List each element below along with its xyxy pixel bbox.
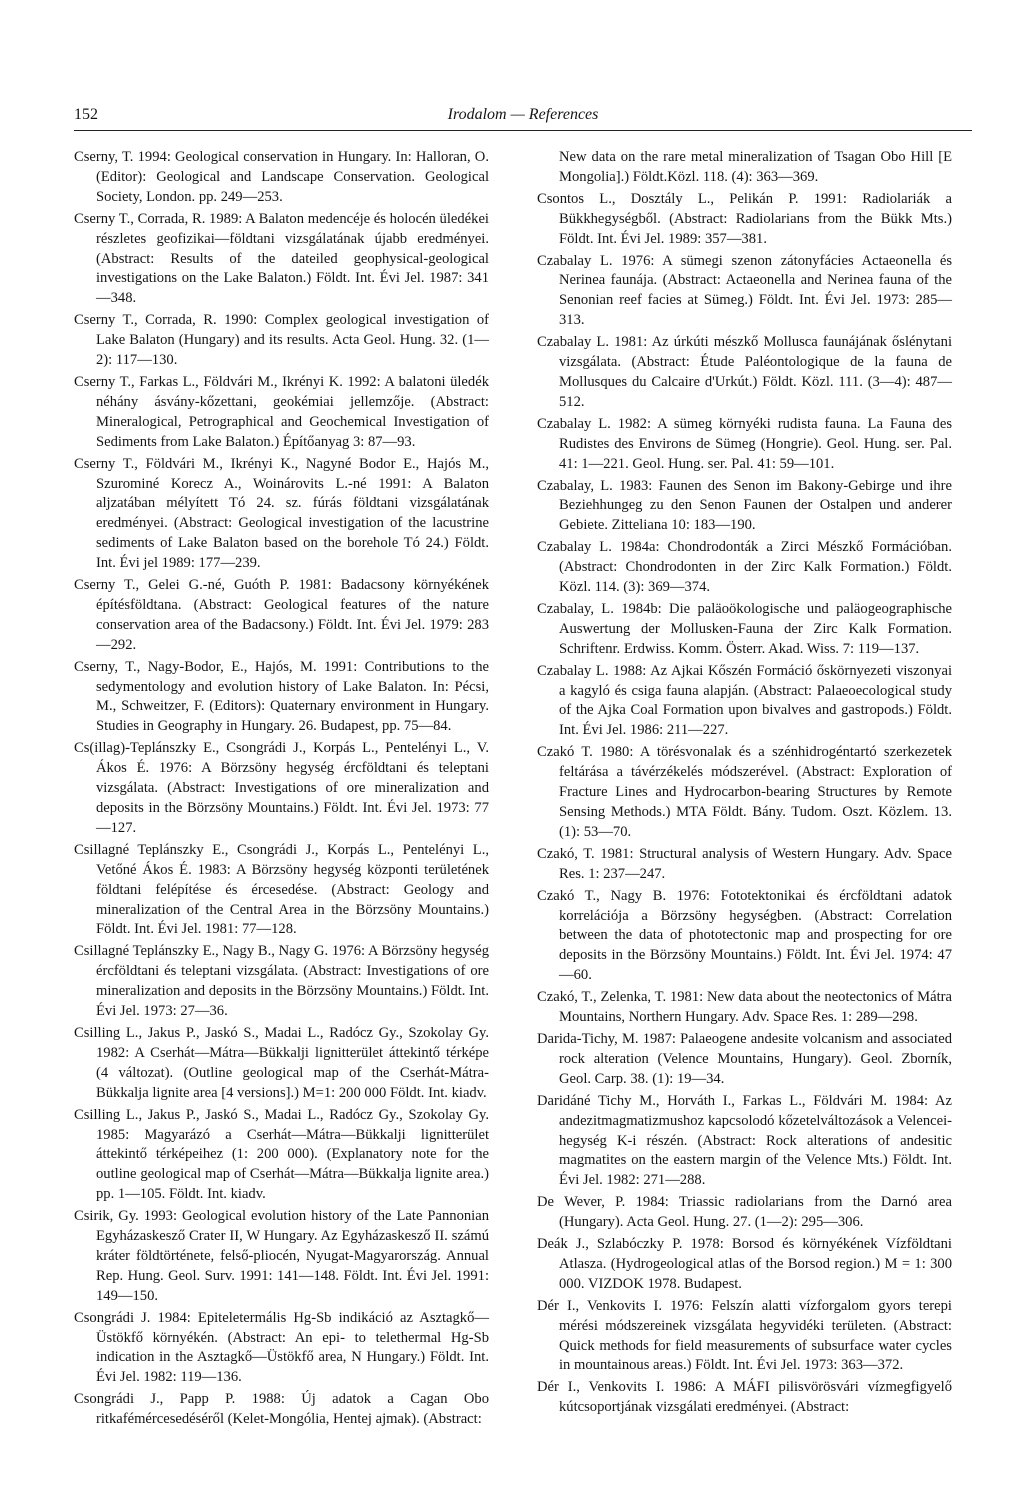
reference-entry: Czakó T., Nagy B. 1976: Fototektonikai és ércföldtani adatok korrelációja a Börzsöny hegységben. (Abstract: Correlation between the data of phototectonic map and prospecting for ore deposits in the Börzsöny Mountains.) Földt. Int. Évi Jel. 1974: 47—60. (537, 887, 952, 984)
page-number: 152 (74, 106, 98, 123)
running-title: Irodalom — References (447, 106, 599, 123)
reference-entry: Czabalay L. 1984a: Chondrodonták a Zirci Mészkő Formációban. (Abstract: Chondrodonten in der Zirc Kalk Formation.) Földt. Közl. 114. (3): 369—374. (537, 539, 952, 596)
reference-entry: Csilling L., Jakus P., Jaskó S., Madai L., Radócz Gy., Szokolay Gy. 1985: Magyarázó a Cserhát—Mátra—Bükkalji lignitterület áttekintő térképeihez (1: 200 000). (Explanatory note for the outline geological map of Cserhát—Mátra—Bükkalja lignite area.) pp. 1—105. Földt. Int. kiadv. (74, 1106, 489, 1203)
reference-entry: Cserny T., Farkas L., Földvári M., Ikrényi K. 1992: A balatoni üledék néhány ásvány-kőzettani, geokémiai jellemzője. (Abstract: Mineralogical, Petrographical and Geochemical Investigation of Sediments from Lake Balaton.) Építőanyag 3: 87—93. (74, 373, 489, 450)
reference-column-left (74, 148, 489, 1432)
reference-entry: Czabalay L. 1982: A sümeg környéki rudista fauna. La Fauna des Rudistes des Environs de Sümeg (Hongrie). Geol. Hung. ser. Pal. 41: 1—221. Geol. Hung. ser. Pal. 41: 59—101. (537, 415, 952, 472)
reference-entry: Darida-Tichy, M. 1987: Palaeogene andesite volcanism and associated rock alteration (Velence Mountains, Hungary). Geol. Zborník, Geol. Carp. 38. (1): 19—34. (537, 1030, 952, 1087)
reference-entry: Dér I., Venkovits I. 1976: Felszín alatti vízforgalom gyors terepi mérési módszereinek vizsgálata hegyvidéki területen. (Abstract: Quick methods for field measurements of subsurface water cycles in mountainous areas.) Földt. Int. Évi Jel. 1973: 363—372. (537, 1297, 952, 1374)
reference-entry: Cserny T., Corrada, R. 1990: Complex geological investigation of Lake Balaton (Hungary) and its results. Acta Geol. Hung. 32. (1—2): 117—130. (74, 312, 489, 369)
reference-entry: Czakó, T. 1981: Structural analysis of Western Hungary. Adv. Space Res. 1: 237—247. (537, 845, 952, 882)
reference-entry: Cserny T., Gelei G.-né, Guóth P. 1981: Badacsony környékének építésföldtana. (Abstract: Geological features of the nature conservation area of the Badacsony.) Földt. Int. Évi Jel. 1979: 283—292. (74, 577, 489, 653)
reference-entry: Czakó, T., Zelenka, T. 1981: New data about the neotectonics of Mátra Mountains, Northern Hungary. Adv. Space Res. 1: 289—298. (537, 989, 952, 1026)
reference-entry: Daridáné Tichy M., Horváth I., Farkas L., Földvári M. 1984: Az andezitmagmatizmushoz kapcsolodó kőzetelváltozások a Velencei-hegység K-i részén. (Abstract: Rock alterations of andesitic magmatites on the eastern margin of the Velence Mts.) Földt. Int. Évi Jel. 1982: 271—288. (537, 1092, 952, 1189)
reference-column-right (537, 148, 952, 1420)
reference-entry: Czabalay L. 1976: A sümegi szenon zátonyfácies Actaeonella és Nerinea faunája. (Abstract: Actaeonella and Nerinea fauna of the Senonian reef facies at Sümeg.) Földt. Int. Évi Jel. 1973: 285—313. (537, 252, 952, 329)
reference-entry: Czabalay L. 1981: Az úrkúti mészkő Mollusca faunájának őslénytani vizsgálata. (Abstract: Étude Paléontologique de la fauna de Mollusques du Calcaire d'Urkút.) Földt. Közl. 111. (3—4): 487—512. (537, 334, 952, 410)
reference-entry-continued: New data on the rare metal mineralization of Tsagan Obo Hill [E Mongolia].) Földt.Közl. 118. (4): 363—369. (559, 149, 952, 185)
reference-entry: Cserny T., Földvári M., Ikrényi K., Nagyné Bodor E., Hajós M., Szurominé Korecz A., Woinárovits L.-né 1991: A Balaton aljzatában mélyített Tó 24. sz. fúrás földtani vizsgálatának eredményei. (Abstract: Geological investigation of the lacustrine sediments of Lake Balaton based on the borehole Tó 24.) Földt. Int. Évi jel 1989: 177—239. (74, 455, 489, 572)
reference-entry: Csilling L., Jakus P., Jaskó S., Madai L., Radócz Gy., Szokolay Gy. 1982: A Cserhát—Mátra—Bükkalji lignitterület áttekintő térképe (4 változat). (Outline geological map of the Cserhát-Mátra-Bükkalja lignite area [4 versions].) M=1: 200 000 Földt. Int. kiadv. (74, 1024, 489, 1101)
reference-entry: Csongrádi J., Papp P. 1988: Új adatok a Cagan Obo ritkafémércesedéséről (Kelet-Mongólia, Hentej ajmak). (Abstract: (74, 1391, 489, 1428)
reference-entry: Czabalay L. 1988: Az Ajkai Kőszén Formáció őskörnyezeti viszonyai a kagyló és csiga fauna alapján. (Abstract: Palaeoecological study of the Ajka Coal Formation upon bivalves and gastropods.) Földt. Int. Évi Jel. 1986: 211—227. (537, 662, 952, 739)
reference-entry: Csongrádi J. 1984: Epiteletermális Hg-Sb indikáció az Asztagkő—Üstökfő környékén. (Abstract: An epi- to telethermal Hg-Sb indication in the Asztagkő—Üstökfő area, N Hungary.) Földt. Int. Évi Jel. 1982: 119—136. (74, 1309, 489, 1386)
reference-entry: Czabalay, L. 1983: Faunen des Senon im Bakony-Gebirge und ihre Beziehhungeg zu den Senon Faunen der Ostalpen und anderer Gebiete. Zitteliana 10: 183—190. (537, 477, 952, 534)
reference-entry: Cs(illag)-Teplánszky E., Csongrádi J., Korpás L., Pentelényi L., V. Ákos É. 1976: A Börzsöny hegység ércföldtani és teleptani vizsgálata. (Abstract: Investigations of ore mineralization and deposits in the Börzsöny Mountains.) Földt. Int. Évi Jel. 1973: 77—127. (74, 740, 489, 836)
reference-entry: Czabalay, L. 1984b: Die paläoökologische und paläogeographische Auswertung der Mollusken-Fauna der Zirc Kalk Formation. Schriftenr. Erdwiss. Komm. Österr. Akad. Wiss. 7: 119—137. (537, 600, 952, 657)
reference-entry: Cserny, T. 1994: Geological conservation in Hungary. In: Halloran, O. (Editor): Geological and Landscape Conservation. Geological Society, London. pp. 249—253. (74, 149, 489, 205)
reference-entry: De Wever, P. 1984: Triassic radiolarians from the Darnó area (Hungary). Acta Geol. Hung. 27. (1—2): 295—306. (537, 1194, 952, 1231)
reference-entry: Deák J., Szlabóczky P. 1978: Borsod és környékének Vízföldtani Atlasza. (Hydrogeological atlas of the Borsod region.) M = 1: 300 000. VIZDOK 1978. Budapest. (537, 1236, 952, 1292)
reference-entry: Csontos L., Dosztály L., Pelikán P. 1991: Radiolariák a Bükkhegységből. (Abstract: Radiolarians from the Bükk Mts.) Földt. Int. Évi Jel. 1989: 357—381. (537, 190, 952, 247)
reference-entry: Dér I., Venkovits I. 1986: A MÁFI pilisvörösvári vízmegfigyelő kútcsoportjának vizsgálati eredményei. (Abstract: (537, 1379, 952, 1416)
reference-entry: Csillagné Teplánszky E., Nagy B., Nagy G. 1976: A Börzsöny hegység ércföldtani és teleptani vizsgálata. (Abstract: Investigations of ore mineralization and deposits in the Börzsöny Mountains.) Földt. Int. Évi Jel. 1973: 27—36. (74, 943, 489, 1020)
reference-entry: Czakó T. 1980: A törésvonalak és a szénhidrogéntartó szerkezetek feltárása a távérzékelés módszerével. (Abstract: Exploration of Fracture Lines and Hydrocarbon-bearing Structures by Remote Sensing Methods.) MTA Földt. Bány. Tudom. Oszt. Közlem. 13. (1): 53—70. (537, 744, 952, 840)
reference-entry: Cserny T., Corrada, R. 1989: A Balaton medencéje és holocén üledékei részletes geofizikai—földtani vizsgálatának újabb eredményei. (Abstract: Results of the dateiled geophysical-geological investigations on the Lake Balaton.) Földt. Int. Évi Jel. 1987: 341—348. (74, 210, 489, 307)
page-header (74, 102, 972, 131)
reference-entry: Csillagné Teplánszky E., Csongrádi J., Korpás L., Pentelényi L., Vetőné Ákos É. 1983: A Börzsöny hegység központi területének földtani felépítése és ércesedése. (Abstract: Geology and mineralization of the Central Area in the Börzsöny Mountains.) Földt. Int. Évi Jel. 1981: 77—128. (74, 841, 489, 938)
reference-entry: Cserny, T., Nagy-Bodor, E., Hajós, M. 1991: Contributions to the sedymentology and evolution history of Lake Balaton. In: Pécsi, M., Schweitzer, F. (Editors): Quaternary environment in Hungary. Studies in Geography in Hungary. 26. Budapest, pp. 75—84. (74, 658, 489, 735)
reference-entry: Csirik, Gy. 1993: Geological evolution history of the Late Pannonian Egyházaskesző Crater II, W Hungary. Az Egyházaskesző II. számú kráter földtörténete, felső-pliocén, Nyugat-Magyarország. Annual Rep. Hung. Geol. Surv. 1991: 141—148. Földt. Int. Évi Jel. 1991: 149—150. (74, 1208, 489, 1304)
